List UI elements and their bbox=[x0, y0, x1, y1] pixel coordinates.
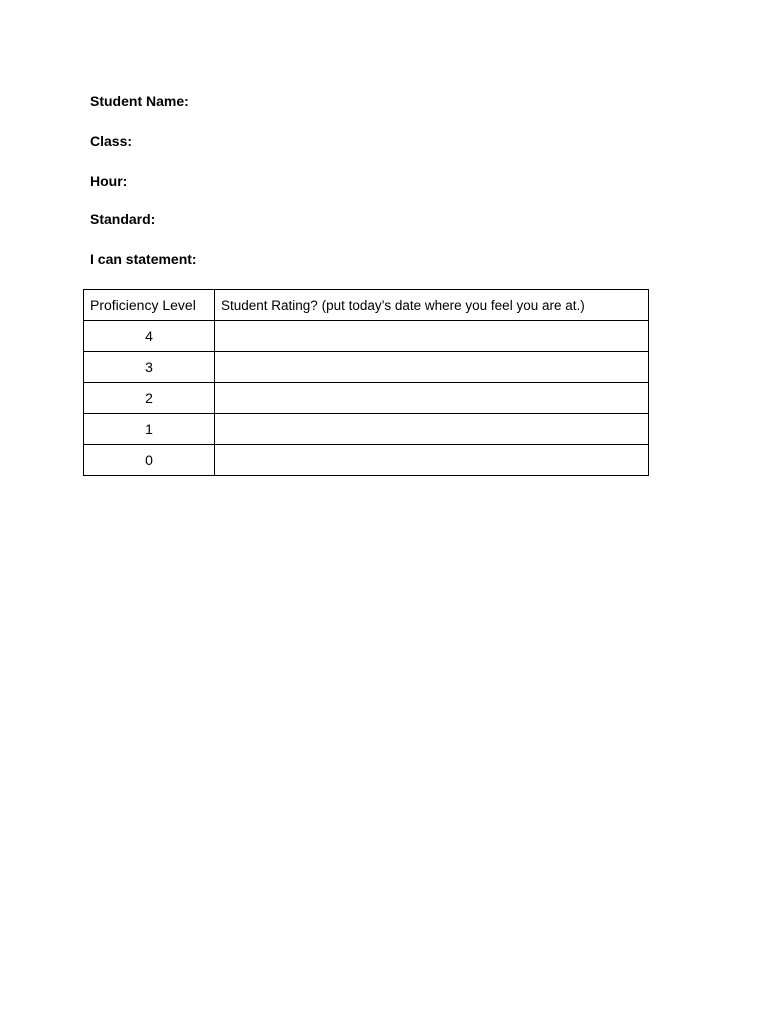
table-row bbox=[84, 383, 649, 414]
proficiency-table bbox=[83, 289, 649, 476]
student-rating-cell[interactable] bbox=[215, 352, 649, 383]
proficiency-level-cell: 0 bbox=[84, 445, 215, 476]
table-row bbox=[84, 445, 649, 476]
table-row bbox=[84, 414, 649, 445]
proficiency-level-cell: 2 bbox=[84, 383, 215, 414]
table-row bbox=[84, 321, 649, 352]
standard-label: Standard: bbox=[90, 211, 156, 227]
proficiency-level-cell: 1 bbox=[84, 414, 215, 445]
i-can-statement-label: I can statement: bbox=[90, 251, 197, 267]
table-row bbox=[84, 352, 649, 383]
student-name-label: Student Name: bbox=[90, 93, 189, 109]
proficiency-level-header: Proficiency Level bbox=[84, 290, 215, 321]
hour-label: Hour: bbox=[90, 173, 128, 189]
proficiency-level-cell: 3 bbox=[84, 352, 215, 383]
class-label: Class: bbox=[90, 133, 133, 149]
student-rating-cell[interactable] bbox=[215, 383, 649, 414]
student-rating-cell[interactable] bbox=[215, 445, 649, 476]
student-rating-cell[interactable] bbox=[215, 414, 649, 445]
table-header-row bbox=[84, 290, 649, 321]
proficiency-level-cell: 4 bbox=[84, 321, 215, 352]
student-rating-cell[interactable] bbox=[215, 321, 649, 352]
student-rating-header: Student Rating? (put today’s date where you feel you are at.) bbox=[215, 290, 649, 321]
